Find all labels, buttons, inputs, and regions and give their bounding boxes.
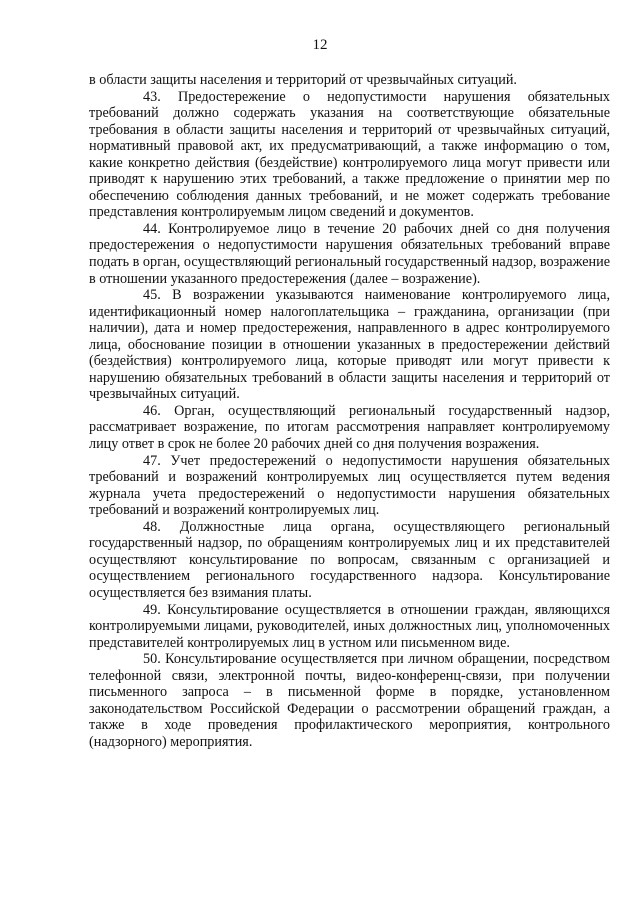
paragraph-47: 47. Учет предостережений о недопустимости нарушения обязательных требований и возражений контролируемых лиц осуществляется путем ведения журнала учета предостережений о недопустимости нарушения обязательных требований и возражений контролируемых лиц.	[89, 452, 610, 519]
page-number: 12	[312, 37, 328, 53]
paragraph-50: 50. Консультирование осуществляется при личном обращении, посредством телефонной связи, электронной почты, видео-конференц-связи, при получении письменного запроса – в письменной форме в порядке, установленном законодательством Российской Федерации о рассмотрении обращений граждан, а также в ходе проведения профилактического мероприятия, контрольного (надзорного) мероприятия.	[89, 651, 610, 750]
paragraph-43: 43. Предостережение о недопустимости нарушения обязательных требований должно содержать указания на соответствующие обязательные требования в области защиты населения и территорий от чрезвычайных ситуаций, нормативный правовой акт, их предусматривающий, а также информацию о том, какие конкретно действия (бездействие) контролируемого лица могут привести или приводят к нарушению этих требований, а также предложение о принятии мер по обеспечению соблюдения данных требований, и не может содержать требование представления контролируемым лицом сведений и документов.	[89, 88, 610, 221]
paragraph-continuation: в области защиты населения и территорий от чрезвычайных ситуаций.	[89, 72, 517, 88]
paragraph-49: 49. Консультирование осуществляется в отношении граждан, являющихся контролируемыми лицами, руководителей, иных должностных лиц, уполномоченных представителей контролируемых лиц в устном или письменном виде.	[89, 601, 610, 651]
paragraph-44: 44. Контролируемое лицо в течение 20 рабочих дней со дня получения предостережения о недопустимости нарушения обязательных требований вправе подать в орган, осуществляющий региональный государственный надзор, возражение в отношении указанного предостережения (далее – возражение).	[89, 220, 610, 287]
paragraph-46: 46. Орган, осуществляющий региональный государственный надзор, рассматривает возражение, по итогам рассмотрения направляет контролируемому лицу ответ в срок не более 20 рабочих дней со дня получения возражения.	[89, 402, 610, 453]
document-body	[89, 72, 610, 750]
paragraph-45: 45. В возражении указываются наименование контролируемого лица, идентификационный номер налогоплательщика – гражданина, организации (при наличии), дата и номер предостережения, направленного в адрес контролируемого лица, обоснование позиции в отношении указанных в предостережении действий (бездействия) контролируемого лица, которые приводят или могут привести к нарушению обязательных требований в области защиты населения и территорий от чрезвычайных ситуаций.	[89, 287, 610, 403]
paragraph-48: 48. Должностные лица органа, осуществляющего региональный государственный надзор, по обращениям контролируемых лиц и их представителей осуществляют консультирование по вопросам, связанным с организацией и осуществлением регионального государственного надзора. Консультирование осуществляется без взимания платы.	[89, 518, 610, 601]
